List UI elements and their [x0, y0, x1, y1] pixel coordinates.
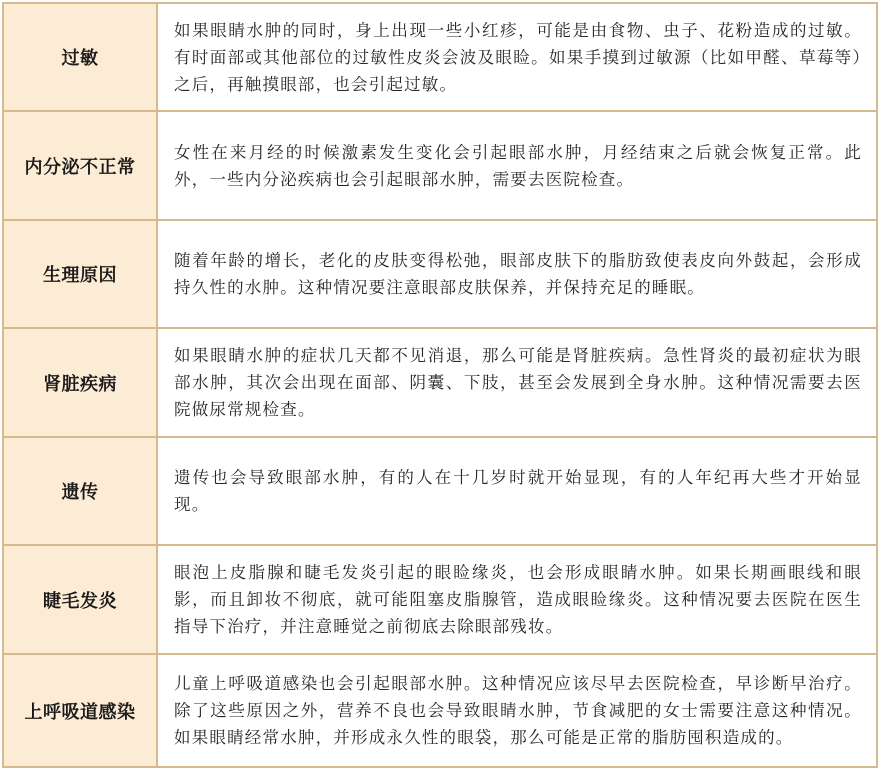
table-row: [4, 655, 876, 766]
row-description: 如果眼睛水肿的症状几天都不见消退，那么可能是肾脏疾病。急性肾炎的最初症状为眼部水肿，其次会出现在面部、阴囊、下肢，甚至会发展到全身水肿。这种情况需要去医院做尿常规检查。: [174, 346, 862, 419]
table-row: [4, 546, 876, 655]
table-row: [4, 221, 876, 329]
row-label: 过敏: [4, 4, 158, 110]
table-row: [4, 112, 876, 221]
causes-table: [2, 2, 878, 768]
row-label: 生理原因: [4, 221, 158, 327]
row-description: 儿童上呼吸道感染也会引起眼部水肿。这种情况应该尽早去医院检查，早诊断早治疗。 除了这些原因之外，营养不良也会导致眼睛水肿，节食减肥的女士需要注意这种情况。如果眼睛经常水肿，并形成永久性的眼袋，那么可能是正常的脂肪囤积造成的。: [174, 674, 862, 747]
table-row: [4, 4, 876, 112]
table-row: [4, 438, 876, 546]
table-row: [4, 329, 876, 438]
row-description: 眼泡上皮脂腺和睫毛发炎引起的眼睑缘炎，也会形成眼睛水肿。如果长期画眼线和眼影，而且卸妆不彻底，就可能阻塞皮脂腺管，造成眼睑缘炎。这种情况要去医院在医生指导下治疗，并注意睡觉之前彻底去除眼部残妆。: [174, 563, 862, 636]
row-label: 遗传: [4, 438, 158, 544]
row-description: 遗传也会导致眼部水肿，有的人在十几岁时就开始显现，有的人年纪再大些才开始显现。: [174, 468, 862, 514]
row-description: 女性在来月经的时候激素发生变化会引起眼部水肿，月经结束之后就会恢复正常。此外，一些内分泌疾病也会引起眼部水肿，需要去医院检查。: [174, 142, 862, 189]
row-label: 内分泌不正常: [4, 112, 158, 219]
row-label: 上呼吸道感染: [4, 655, 158, 766]
row-label: 睫毛发炎: [4, 546, 158, 653]
row-label: 肾脏疾病: [4, 329, 158, 436]
row-description: 随着年龄的增长，老化的皮肤变得松弛，眼部皮肤下的脂肪致使表皮向外鼓起，会形成持久性的水肿。这种情况要注意眼部皮肤保养，并保持充足的睡眠。: [174, 251, 862, 297]
row-description: 如果眼睛水肿的同时，身上出现一些小红疹，可能是由食物、虫子、花粉造成的过敏。有时面部或其他部位的过敏性皮炎会波及眼睑。如果手摸到过敏源（比如甲醛、草莓等）之后，再触摸眼部，也会引起过敏。: [174, 20, 862, 94]
